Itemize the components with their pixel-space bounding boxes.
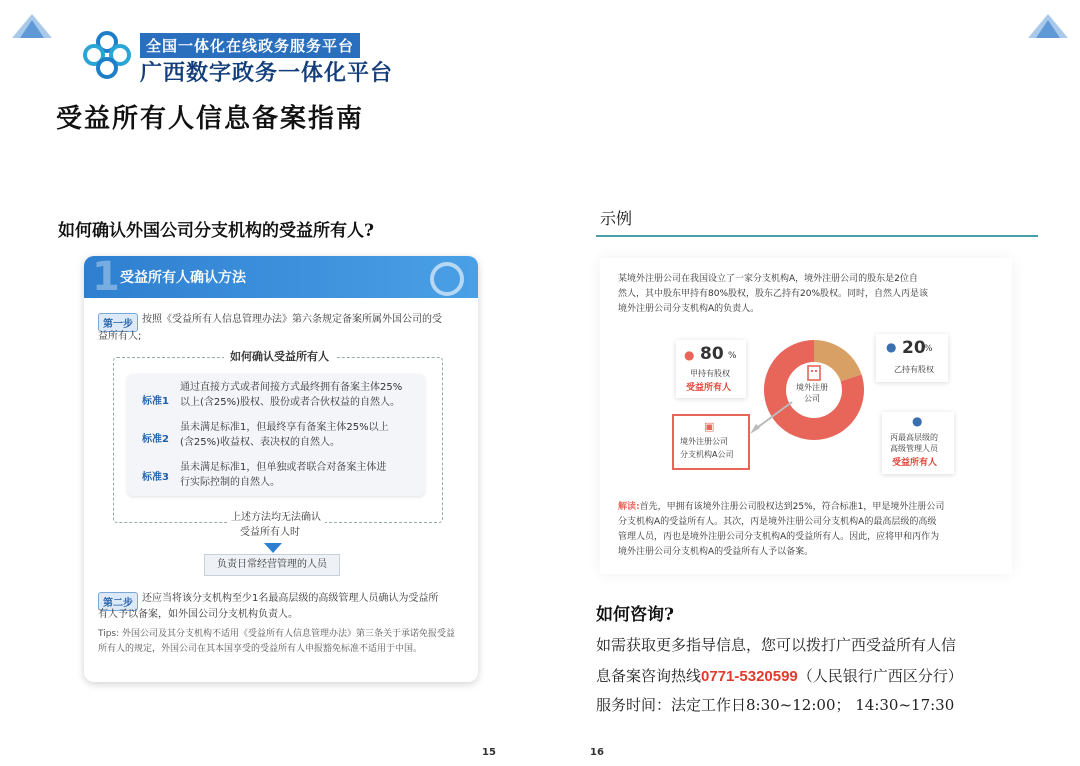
- fallback-text-1: 上述方法均无法确认: [227, 509, 325, 526]
- example-divider: [596, 235, 1038, 237]
- yi-desc: 乙持有股权: [894, 365, 934, 374]
- standard-2-label: 标准2: [142, 434, 169, 445]
- page-number-left: 15: [482, 747, 496, 758]
- step1-text-1: 按照《受益所有人信息管理办法》第六条规定备案所属外国公司的受: [142, 314, 442, 325]
- card-title: 受益所有人确认方法: [120, 270, 246, 286]
- platform-logo: [82, 30, 132, 80]
- step1-text-2: 益所有人;: [98, 331, 142, 342]
- yi-percent: 20: [902, 338, 926, 358]
- bing-beneficial-tag: 受益所有人: [892, 458, 938, 468]
- consult-service-hours: 服务时间：法定工作日8:30~12:00； 14:30~17:30: [596, 696, 955, 714]
- step2-text-1: 还应当将该分支机构至少1名最高层级的高级管理人员确认为受益所: [142, 593, 439, 604]
- example-label: 示例: [600, 209, 633, 228]
- arrow-down-icon: [264, 543, 282, 553]
- consult-heading: 如何咨询?: [596, 605, 674, 625]
- yi-percent-unit: %: [924, 344, 933, 354]
- method-title: 如何确认受益所有人: [224, 348, 335, 364]
- method-card-header: [84, 256, 478, 298]
- standard-3-label: 标准3: [142, 472, 169, 483]
- standard-2-text: 虽未满足标准1，但最终享有备案主体25%以上 (含25%)收益权、表决权的自然人。: [180, 422, 389, 448]
- magnifier-icon: [430, 262, 464, 296]
- building-icon: [805, 364, 823, 382]
- hotline-number[interactable]: 0771-5320599: [701, 668, 798, 685]
- branch-label-2: 分支机构A公司: [680, 450, 734, 459]
- page-title: 受益所有人信息备案指南: [56, 104, 365, 134]
- fallback-text-2: 受益所有人时: [240, 527, 300, 538]
- step1-tag: 第一步: [98, 313, 138, 332]
- card-number: 1: [92, 256, 120, 300]
- brand-main-title: 广西数字政务一体化平台: [140, 61, 394, 86]
- consult-line-1: 如需获取更多指导信息，您可以拨打广西受益所有人信: [596, 636, 957, 654]
- example-card: [600, 258, 1012, 574]
- jia-percent: 80: [700, 344, 724, 364]
- center-company-label: 境外注册 公司: [796, 383, 828, 403]
- person-icon: ●: [886, 340, 897, 354]
- bing-label-2: 高级管理人员: [890, 444, 938, 453]
- tips-text: Tips: 外国公司及其分支机构不适用《受益所有人信息管理办法》第三条关于承诺免报受益 所有人的规定，外国公司在其本国享受的受益所有人申报豁免标准不适用于中国。: [98, 629, 456, 654]
- corner-triangle-right: [1028, 14, 1070, 40]
- standard-1-text: 通过直接方式或者间接方式最终拥有备案主体25% 以上(含25%)股权、股份或者合伙权益的自然人。: [180, 382, 403, 408]
- corner-triangle-left: [12, 14, 52, 40]
- standard-3-text: 虽未满足标准1，但单独或者联合对备案主体进 行实际控制的自然人。: [180, 462, 387, 488]
- brand-top-banner: 全国一体化在线政务服务平台: [140, 33, 360, 58]
- person-icon: ●: [684, 348, 695, 362]
- responsible-person-box: 负责日常经营管理的人员: [204, 554, 340, 576]
- jia-beneficial-tag: 受益所有人: [686, 383, 732, 393]
- page-number-right: 16: [590, 747, 604, 758]
- building-icon: ▣: [704, 420, 715, 433]
- consult-line-2: 息备案咨询热线0771-5320599（人民银行广西区分行）: [596, 667, 963, 685]
- example-intro: 某境外注册公司在我国设立了一家分支机构A，境外注册公司的股东是2位自 然人，其中股东甲持有80%股权，股东乙持有20%股权。同时，自然人丙是该 境外注册公司分支机构A的负责人。: [618, 274, 929, 314]
- branch-label-1: 境外注册公司: [680, 437, 728, 446]
- step2-text-2: 有人予以备案，如外国公司分支机构负责人。: [98, 609, 298, 620]
- shareholder-jia-card: [676, 340, 746, 398]
- left-section-heading: 如何确认外国公司分支机构的受益所有人?: [58, 221, 374, 241]
- standard-1-label: 标准1: [142, 396, 169, 407]
- method-card: [84, 256, 478, 682]
- jia-desc: 甲持有股权: [690, 369, 730, 378]
- manager-bing-card: [882, 412, 954, 474]
- branch-a-card: [672, 414, 750, 470]
- jia-percent-unit: %: [728, 351, 737, 361]
- shareholder-yi-card: [876, 334, 948, 382]
- arrow-to-branch-icon: [748, 398, 798, 438]
- step2-tag: 第二步: [98, 592, 138, 611]
- example-analysis: 解读:首先，甲拥有该境外注册公司股权达到25%，符合标准1，甲是境外注册公司 分支机构A的受益所有人。其次，丙是境外注册公司分支机构A的最高层级的高级 管理人员，丙也是境外注册公司分支机构A的受益所有人。因此，应将甲和丙作为 境外注册公司分支机构A的受益所有人予以备案。: [618, 502, 945, 557]
- bing-label-1: 丙最高层级的: [890, 433, 938, 442]
- person-icon: ●: [912, 414, 923, 428]
